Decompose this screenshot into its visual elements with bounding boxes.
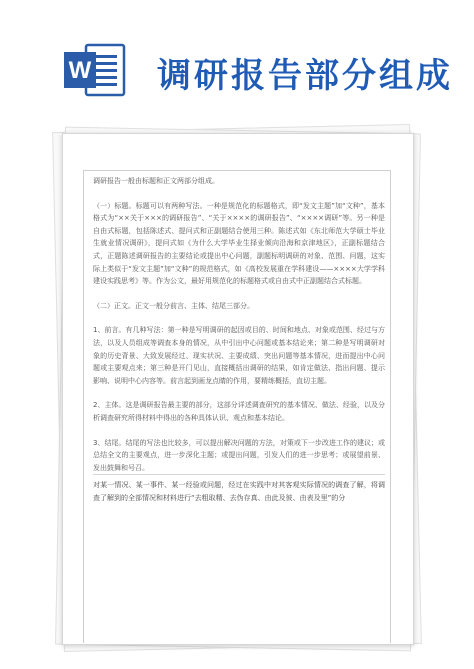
document-page: [62, 133, 414, 645]
header: [0, 0, 474, 125]
word-document-icon: [62, 43, 128, 97]
document-body: [93, 175, 385, 504]
paragraph-main-body: 2、主体。这是调研报告最主要的部分，这部分详述调查研究的基本情况、做法、经验，以及分析调查研究所得材料中得出的各种具体认识、观点和基本结论。: [93, 401, 385, 422]
paragraph-intro: 调研报告一般由标题和正文两部分组成。: [93, 177, 219, 185]
paragraph-title-section: （一）标题。标题可以有两种写法。一种是规范化的标题格式，即“发文主题”加“文种”，基本格式为“××关于×××的调研报告”、“关于××××的调研报告”、“××××调研”等。另一种是自由式标题，包括陈述式、提问式和正副题结合使用三种。陈述式如《东北师范大学硕士毕业生就业情况调研》，提问式如《为什么大学毕业生择业倾向沿海和京津地区》，正副标题结合式，正题陈述调研报告的主要结论或提出中心问题，副题标明调研的对象、范围、问题，这实际上类似于“发文主题”加“文种”的规范格式，如《高校发展重在学科建设——××××大学学科建设实践思考》等。作为公文，最好用规范化的标题格式或自由式中正副题结合式标题。: [93, 201, 385, 286]
paragraph-conclusion: 3、结尾。结尾的写法也比较多，可以提出解决问题的方法，对策或下一步改进工作的建议；或总结全文的主要观点，进一步深化主题；或提出问题，引发人们的进一步思考；或展望前景、发出鼓舞和号召。: [93, 438, 385, 472]
paragraph-body-section: （二）正文。正文一般分前言、主体、结尾三部分。: [93, 301, 254, 310]
paragraph-preface: 1、前言。有几种写法：第一种是写明调研的起因或目的、时间和地点、对象或范围、经过与方法，以及人员组成等调查本身的情况，从中引出中心问题或基本结论来；第二种是写明调研对象的历史背景、大致发展经过、现实状况、主要成绩、突出问题等基本情况，进而提出中心问题或主要观点来；第三种是开门见山，直接概括出调研的结果，如肯定做法、指出问题、提示影响、说明中心内容等。前言起到画龙点睛的作用，要精练概括，直切主题。: [93, 326, 385, 385]
page-title: 调研报告部分组成: [157, 56, 453, 96]
word-logo-letter: W: [68, 57, 92, 84]
paragraph-definition: 对某一情况、某一事件、某一经验或问题，经过在实践中对其客观实际情况的调查了解，将调查了解到的全部情况和材料进行“去粗取精、去伪存真、由此及彼、由表及里”的分: [93, 474, 385, 504]
